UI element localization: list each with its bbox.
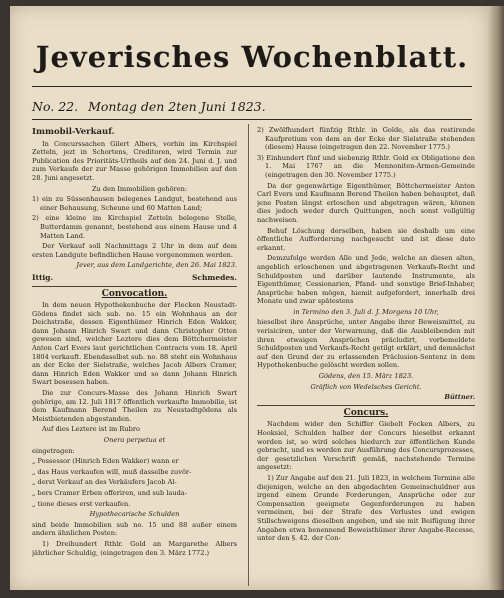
signature-name: Schmedes.: [192, 272, 237, 282]
list-item: 2) eine kleine im Kirchspiel Zetteln belegene Stelle, Butterdamm genannt, bestehend aus einem Hause und 4 Matten Land.: [32, 214, 237, 240]
paragraph: Zu den Immobilien gehören:: [91, 184, 188, 193]
list-item: 2) Zwölfhundert fünfzig Rthlr. in Golde, als das restirende Kaufpretium von dem an der Ecke der Sielstraße stehenden (diesem) Hause (eingetragen den 22. November 1775.): [257, 126, 475, 152]
paragraph: Nachdem wider den Schiffer Giebelt Focken Albers, zu Hooksiel, Schulden halber der Concurs hieselbst erkannt worden ist, so wird solches hiedurch zur öffentlichen Kunde gebracht, und es werden zur Ausführung des Concursprozesses, der gesetzlichen Vorschrift gemäß, nachstehende Termine angesetzt:: [257, 420, 475, 472]
list-item: 1) ein zu Süssenhausen belegenes Landgut, bestehend aus einer Behausung, Scheune und 60 Matten Land;: [32, 195, 237, 212]
issue-line: [32, 99, 472, 114]
paragraph: Der Verkauf soll Nachmittags 2 Uhr in dem auf dem ersten Landgute befindlichen Hause vorgenommen werden.: [32, 242, 237, 259]
heading-convocation: Convocation.: [101, 288, 168, 299]
paragraph: 1) Zur Angabe auf den 21. Juli 1823, in welchem Termine alle diejenigen, welche an den abgedachten Gemeinschuldner aus irgend einem Grunde Forderungen, Ansprüche oder zur Compensation geeignete Gegenforderungen zu haben vermeinen, bei der Strafe des Verlustes und ewigen Stillschweigens dieselben angeben, und sie mit Beifügung ihrer Angaben etwa benennend Beweisthümer ihrer Angabe-Recesse, unter den §. 42. der Con-: [257, 473, 475, 543]
quote-line: „ Possessor (Hinrich Eden Wakker) wann er: [32, 457, 179, 466]
newspaper-page: [10, 6, 488, 590]
paragraph: Hypothecarische Schulden: [89, 510, 180, 519]
issue-number: No. 22.: [32, 99, 79, 114]
section-rule: [257, 405, 475, 406]
masthead-rule-bottom: [32, 119, 472, 120]
section-rule: [32, 286, 237, 287]
heading-immobil-verkauf: Immobil-Verkauf.: [32, 127, 115, 137]
paragraph: Demzufolge werden Alle und Jede, welche an diesen alten, angeblich erloschenen und abgetragenen Verkaufs-Recht und Schuldposten und darüber lautende Instrumente, als Eigenthümer, Cessionarien, Pfand- und sonstige Brief-Inhaber, Ansprüche haben mögen, hiemit aufgefordert, innerhalb drei Monate und zwar spätestens: [257, 254, 475, 306]
paragraph: hieselbst ihre Ansprüche, unter Angabe ihrer Beweismittel, zu verisiciren, unter der Verwarnung, daß die Ausbleibenden mit ihren etwaigen Ansprüchen präcludirt, vorbemeldete Schuldposten und Verkaufs-Recht getilgt erklärt, und demnächst auf den Grund der zu erlassenden Präclusion-Sentenz in dem Hypothekenbuche gelöscht werden sollen.: [257, 318, 475, 370]
left-column: [32, 126, 237, 586]
paragraph: sind beide Immobilien sub no. 15 und 88 außer einem andern ähnlichen Posten:: [32, 520, 237, 538]
paragraph: Da der gegenwärtige Eigenthümer, Böttchermeister Anton Carl Evers und Kaufmann Berend Theilen haben behauptet, daß jene Posten längst erloschen und abgetragen wären, können dies jedoch weder durch Quittungen, noch sonst vollgültig nachweisen.: [257, 181, 475, 224]
list-item: 3) Einhundert fünf und siebenzig Rthlr. Gold ex Obligatione den 1. Mai 1767 an die Mennoniten-Armen-Gemeinde (eingetragen den 30. November 1775.): [257, 153, 475, 179]
paragraph: 1) Dreihundert Rthlr. Gold an Margarethe Albers jährlicher Schuldig, (eingetragen den 3. März 1772.): [32, 539, 237, 557]
immobilien-list: [32, 195, 237, 240]
paragraph: In dem neuen Hypothekenbuche der Flecken Neustadt-Gödens findet sich sub. no. 15 ein Wohnhaus an der Deichstraße, dessen Eigenthümer Hinrich Eden Wakker, dann Johann Hinrich Swart und dann Christopher Otten gewesen sind, welcher Leztere dies dem Böttchermeister Anton Carl Evers laut gerichtlichen Contracts vom 18. April 1804 verkauft. Ebendaselbst sub. no. 88 steht ein Wohnhaus an der Ecke der Sielstraße, welches Jacob Albers Cramer, dann Hinrich Eden Wakker und so dann Johann Hinrich Swart besessen haben.: [32, 301, 237, 387]
quote-line: „ das Haus verkaufen will, muß dasselbe zuvör-: [32, 467, 192, 476]
quote-line: „ bers Cramer Erben offeriren, und sub lauda-: [32, 488, 187, 497]
paragraph: Behuf Löschung derselben, haben sie deshalb um eine öffentliche Aufforderung nachgesucht und ist diese dato erkannt.: [257, 226, 475, 252]
right-column: [257, 126, 475, 586]
signature-name: Ittig.: [32, 272, 54, 282]
column-divider: [248, 124, 249, 586]
page-edge: [488, 6, 504, 590]
quote-line: „ tione dieses erst verkaufen.: [32, 499, 131, 508]
quote-block: [32, 457, 237, 508]
signature-place-date: Jever, aus dem Landgerichte, den 26. Mai 1823.: [76, 261, 237, 270]
signature-place-date: Gödens, den 15. März 1823.: [318, 372, 414, 381]
paragraph: Die zur Concurs-Masse des Johann Hinrich Swart gehörige, am 12. Juli 1817 öffentlich verkaufte Immobilie, ist dem Kaufmann Berend Theilen zu Neustadtgödens als Meistbietenden abgestanden.: [32, 389, 237, 423]
signature-row: [32, 274, 237, 283]
paragraph: Auf dies Leztere ist im Rubro: [42, 425, 140, 434]
masthead-rule-top: [32, 86, 472, 87]
paragraph: eingetragen:: [32, 446, 75, 455]
heading-concurs: Concurs.: [343, 407, 389, 418]
paragraph: In Concurssachen Gilert Albers, vorhin im Kirchspiel Zetteln, jezt in Schortens, Creditoren, wird Termin zur Publication des Prioritäts-Urtheils auf den 24. Juni d. J. und zum Verkaufe der zur Masse gehörigen Immobilien auf den 28. Juni angesetzt.: [32, 139, 237, 182]
paragraph: in Termino den 3. Juli d. J. Morgens 10 Uhr,: [293, 307, 439, 316]
paragraph: Onera perpetua et: [103, 436, 166, 444]
issue-date: Montag den 2ten Juni 1823.: [88, 99, 266, 114]
schuldposten-list: [257, 126, 475, 180]
signature-court: Gräflich von Wedelsches Gericht.: [310, 382, 422, 391]
quote-line: „ derst Verkauf an des Verkäufers Jacob Al-: [32, 478, 177, 487]
signature-name: Büttner.: [444, 393, 475, 402]
masthead-title: Jeverisches Wochenblatt.: [35, 40, 469, 74]
